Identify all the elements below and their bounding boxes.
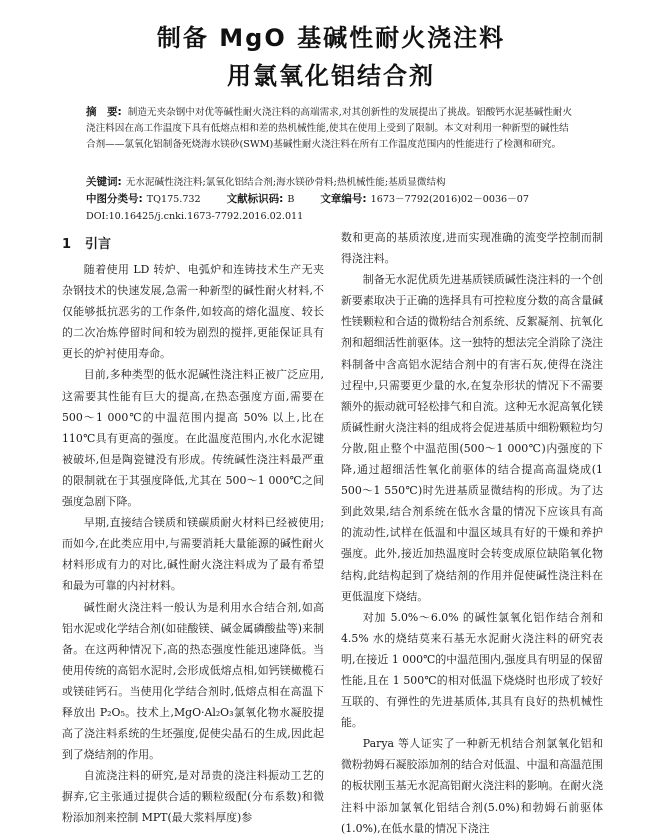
clc-value: TQ175.732 [146, 194, 201, 205]
paragraph: 自流浇注料的研究,是对昂贵的浇注料振动工艺的摒弃,它主张通过提供合适的颗粒级配(分布系数)和微粉添加剂来控制 MPT(最大浆料厚度)参 [62, 769, 324, 825]
abstract-text: 制造无夹杂钢中对优等碱性耐火浇注料的高端需求,对其创新性的发展提出了挑战。铝酸钙水泥基碱性耐火浇注料因在高工作温度下具有低熔点相和差的热机械性能,使其在使用上受到了限制。本文对利用一种新型的碱性结合剂——氯氧化铝制备死烧海水镁砂(SWM)基碱性耐火浇注料在所有工作温度范围内的性能进行了检测和研究。 [86, 107, 573, 150]
keywords-label: 关键词: [86, 176, 122, 188]
paragraph: 碱性耐火浇注料一般认为是利用水合结合剂,如高铝水泥或化学结合剂(如硅酸镁、碱金属磷酸盐等)来制备。在这两种情况下,高的热态强度性能迅速降低。当使用传统的高铝水泥时,会形成低熔点相,如钙镁橄榄石或镁硅钙石。当使用化学结合剂时,低熔点相在高温下释放出 P₂O₅。技术上,MgO·Al₂O₃氯氧化物水凝胶提高了浇注料系统的生坯强度,促使尖晶石的生成,因此起到了烧结剂的作用。 [62, 600, 324, 762]
article-no-label: 文章编号: [320, 193, 367, 205]
doc-code-label: 文献标识码: [226, 193, 284, 205]
article-no-value: 1673－7792(2016)02－0036－07 [370, 194, 529, 205]
classification-line [86, 191, 586, 208]
section-heading [62, 233, 111, 252]
keywords [86, 174, 576, 191]
paragraph: 早期,直接结合镁质和镁碳质耐火材料已经被使用;而如今,在此类应用中,与需要消耗大量能源的碱性耐火材料形成有力的对比,碱性耐火浇注料成为了最有希望和最为可靠的内衬材料。 [62, 516, 324, 593]
paragraph: 对加 5.0%～6.0% 的碱性氯氧化铝作结合剂和 4.5% 水的烧结莫来石基无水泥耐火浇注料的研究表明,在接近 1 000℃的中温范围内,强度具有明显的保留性能,且在 1 500℃的相对低温下烧烧时也形成了较好互联的、有弹性的先进基质体,其具有良好的热机械性能。 [341, 610, 603, 730]
doc-code-value: B [287, 194, 295, 205]
abstract [86, 104, 576, 153]
clc-label: 中图分类号: [86, 193, 143, 205]
doi: DOI:10.16425/j.cnki.1673-7792.2016.02.011 [86, 211, 304, 222]
section-title: 引言 [85, 237, 112, 252]
paragraph: 随着使用 LD 转炉、电弧炉和连铸技术生产无夹杂钢技术的快速发展,急需一种新型的碱性耐火材料,不仅能够抵抗恶劣的工作条件,如较高的熔化温度、较长的二次冶炼停留时间和较为剧烈的搅拌,更能保证具有更长的炉衬使用寿命。 [62, 263, 324, 361]
right-column [341, 227, 603, 839]
paragraph: 数和更高的基质浓度,进而实现准确的流变学控制而制得浇注料。 [341, 231, 603, 266]
paragraph: 制备无水泥优质先进基质镁质碱性浇注料的一个创新要素取决于正确的选择具有可控粒度分数的高含量碱性镁颗粒和合适的微粉结合剂系统、反絮凝剂、抗氧化剂和超细活性前驱体。这一独特的想法完全消除了浇注料制备中含高铝水泥结合剂中的有害石灰,使得在浇注过程中,只需要更少量的水,在复杂形状的情况下不需要额外的振动就可轻松排气和自流。这种无水泥高氧化镁质碱性耐火浇注料的组成将会促进基质中细粉颗粒均匀分散,阻止整个中温范围(500～1 000℃)内强度的下降,通过超细活性氧化前驱体的结合提高高温烧成(1 500～1 550℃)时先进基质显微结构的形成。为了达到此效果,结合剂系统在低水含量的情况下应该具有高的流动性,试样在低温和中温区域具有好的干燥和养护强度。此外,接近加热温度时会转变成原位缺陷氧化物结构,此结构起到了烧结剂的作用并促使碱性浇注料在更低温度下烧结。 [341, 273, 603, 603]
title-line-1: 制备 MgO 基碱性耐火浇注料 [156, 24, 506, 52]
section-number: 1 [62, 237, 72, 252]
title-line-2: 用氯氧化铝结合剂 [227, 62, 435, 90]
paragraph: 目前,多种类型的低水泥碱性浇注料正被广泛应用,这需要其性能有巨大的提高,在热态强度方面,需要在 500～1 000℃的中温范围内提高 50% 以上,比在 110℃具有更高的强度。在此温度范围内,水化水泥键被破坏,但是陶瓷键没有形成。传统碱性浇注料最严重的限制就在于其强度降低,尤其在 500～1 000℃之间强度急剧下降。 [62, 368, 324, 509]
left-column [62, 259, 324, 829]
abstract-label: 摘 要: [86, 106, 122, 118]
keywords-text: 无水泥碱性浇注料;氯氧化铝结合剂;海水镁砂骨料;热机械性能;基质显微结构 [125, 177, 446, 188]
paragraph: Parya 等人证实了一种新无机结合剂氯氧化铝和微粉勃姆石凝胶添加剂的结合对低温、中温和高温范围的板状刚玉基无水泥高铝耐火浇注料的影响。在耐火浇注料中添加氯氧化铝结合剂(5.0%)和勃姆石前驱体(1.0%),在低水量的情况下浇注 [341, 737, 603, 835]
